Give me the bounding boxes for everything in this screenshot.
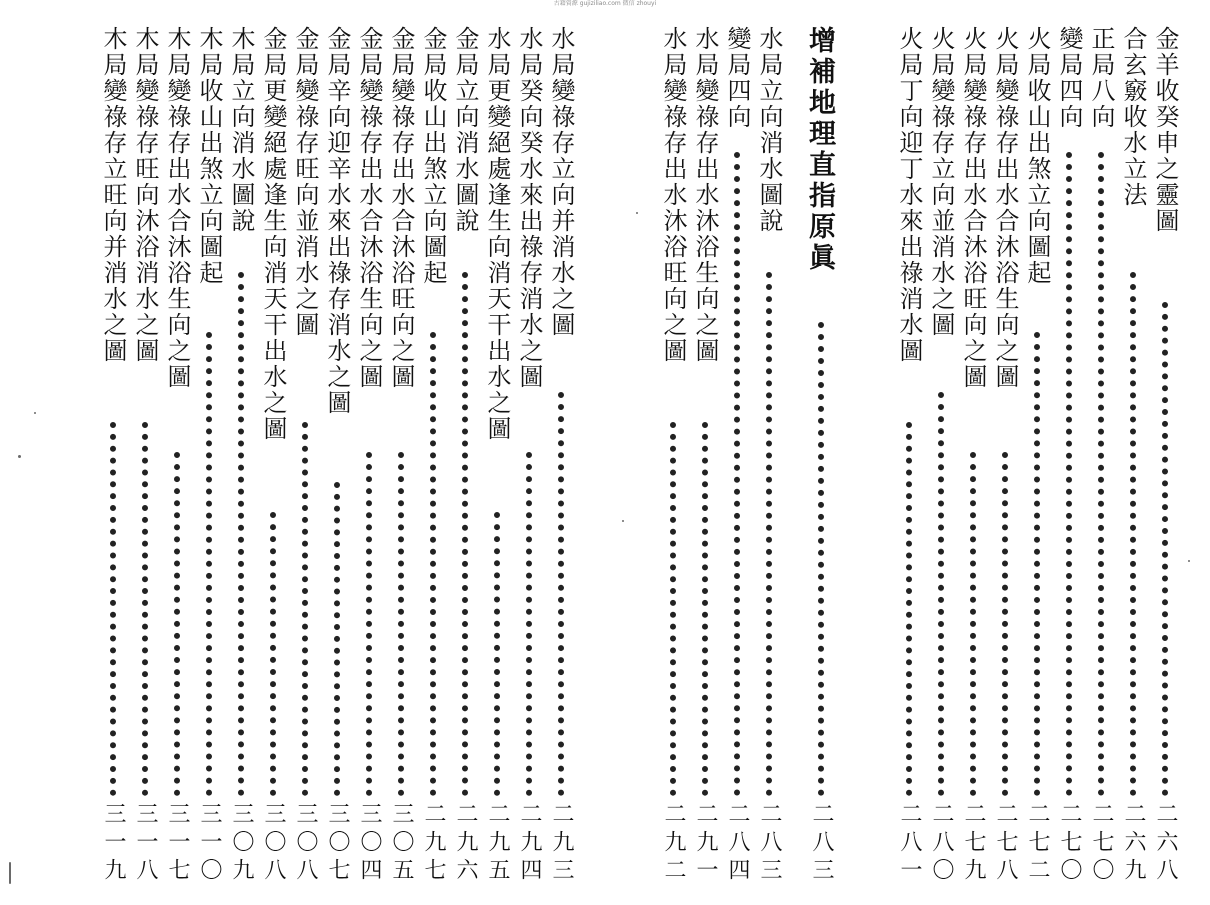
- entry-page-number: 二九三: [549, 802, 574, 886]
- toc-entry: [354, 26, 384, 892]
- toc-entry: [1054, 26, 1084, 892]
- section-heading-title: 增補地理直指原眞: [804, 26, 835, 274]
- entry-page-number: 三一八: [133, 802, 158, 886]
- scan-speck: [18, 455, 21, 458]
- toc-section-heading: [804, 26, 838, 892]
- entry-page-number: 二八三: [757, 802, 782, 886]
- scan-speck: [1188, 560, 1190, 562]
- entry-page-number: 三〇八: [293, 802, 318, 886]
- entry-title: 變局四向: [1055, 26, 1083, 130]
- entry-page-number: 二七〇: [1089, 802, 1114, 886]
- entry-page-number: 三一〇: [197, 802, 222, 886]
- entry-title: 金局更變絕處逢生向消天干出水之圖: [259, 26, 287, 442]
- entry-title: 木局變祿存旺向沐浴消水之圖: [131, 26, 159, 364]
- dot-leader: [366, 452, 372, 796]
- toc-entry: [226, 26, 256, 892]
- entry-page-number: 二六九: [1121, 802, 1146, 886]
- entry-title: 火局收山出煞立向圖起: [1023, 26, 1051, 286]
- dot-leader: [1098, 152, 1104, 796]
- entry-title: 火局變祿存出水合沐浴生向之圖: [991, 26, 1019, 390]
- entry-page-number: 三〇四: [357, 802, 382, 886]
- toc-entry: [754, 26, 784, 892]
- entry-title: 水局癸向癸水來出祿存消水之圖: [515, 26, 543, 390]
- dot-leader: [1034, 332, 1040, 796]
- entry-title: 火局變祿存出水合沐浴旺向之圖: [959, 26, 987, 390]
- entry-title: 水局變祿存立向并消水之圖: [547, 26, 575, 338]
- toc-entry: [1150, 26, 1180, 892]
- dot-leader: [110, 422, 116, 796]
- dot-leader: [206, 332, 212, 796]
- entry-title: 金局辛向迎辛水來出祿存消水之圖: [323, 26, 351, 416]
- toc-entry: [98, 26, 128, 892]
- entry-page-number: 二九六: [453, 802, 478, 886]
- entry-title: 正局八向: [1087, 26, 1115, 130]
- entry-title: 金局立向消水圖說: [451, 26, 479, 234]
- entry-title: 水局變祿存出水沐浴生向之圖: [691, 26, 719, 364]
- dot-leader: [818, 322, 824, 796]
- dot-leader: [526, 452, 532, 796]
- entry-title: 金局變祿存出水合沐浴旺向之圖: [387, 26, 415, 390]
- dot-leader: [302, 422, 308, 796]
- toc-entry: [658, 26, 688, 892]
- dot-leader: [142, 422, 148, 796]
- dot-leader: [1002, 452, 1008, 796]
- entry-title: 火局丁向迎丁水來出祿消水圖: [895, 26, 923, 364]
- dot-leader: [430, 332, 436, 796]
- toc-entry: [990, 26, 1020, 892]
- entry-page-number: 二八一: [897, 802, 922, 886]
- entry-title: 木局收山出煞立向圖起: [195, 26, 223, 286]
- toc-entry: [162, 26, 192, 892]
- dot-leader: [398, 452, 404, 796]
- entry-page-number: 二九四: [517, 802, 542, 886]
- dot-leader: [270, 512, 276, 796]
- entry-title: 水局更變絕處逢生向消天干出水之圖: [483, 26, 511, 442]
- dot-leader: [702, 422, 708, 796]
- toc-entry: [926, 26, 956, 892]
- dot-leader: [1066, 152, 1072, 796]
- dot-leader: [238, 272, 244, 796]
- toc-entry: [130, 26, 160, 892]
- scan-speck: [622, 520, 624, 522]
- entry-page-number: 二八〇: [929, 802, 954, 886]
- entry-title: 木局立向消水圖說: [227, 26, 255, 234]
- dot-leader: [1162, 302, 1168, 796]
- entry-title: 金局變祿存旺向並消水之圖: [291, 26, 319, 338]
- entry-title: 金局收山出煞立向圖起: [419, 26, 447, 286]
- toc-entry: [1118, 26, 1148, 892]
- toc-entry: [450, 26, 480, 892]
- toc-entry: [1022, 26, 1052, 892]
- entry-title: 木局變祿存出水合沐浴生向之圖: [163, 26, 191, 390]
- toc-entry: [482, 26, 512, 892]
- entry-page-number: 二七二: [1025, 802, 1050, 886]
- entry-page-number: 二六八: [1153, 802, 1178, 886]
- toc-entry: [322, 26, 352, 892]
- entry-title: 水局立向消水圖說: [755, 26, 783, 234]
- entry-page-number: 三〇八: [261, 802, 286, 886]
- toc-entry: [258, 26, 288, 892]
- entry-title: 變局四向: [723, 26, 751, 130]
- entry-title: 金羊收癸申之靈圖: [1151, 26, 1179, 234]
- dot-leader: [734, 152, 740, 796]
- entry-page-number: 二七〇: [1057, 802, 1082, 886]
- watermark-line: 古籍資源 gujiziliao.com 微信 zhouyi: [553, 0, 657, 7]
- scan-speck: [34, 412, 36, 414]
- entry-page-number: 二九一: [693, 802, 718, 886]
- entry-page-number: 二九二: [661, 802, 686, 886]
- dot-leader: [906, 422, 912, 796]
- entry-page-number: 三一七: [165, 802, 190, 886]
- toc-entry: [1086, 26, 1116, 892]
- entry-page-number: 二九七: [421, 802, 446, 886]
- dot-leader: [970, 452, 976, 796]
- entry-title: 木局變祿存立旺向并消水之圖: [99, 26, 127, 364]
- entry-page-number: 三一九: [101, 802, 126, 886]
- entry-page-number: 三〇五: [389, 802, 414, 886]
- dot-leader: [174, 452, 180, 796]
- scan-speck: [9, 862, 11, 884]
- entry-title: 合玄竅收水立法: [1119, 26, 1147, 208]
- entry-title: 水局變祿存出水沐浴旺向之圖: [659, 26, 687, 364]
- dot-leader: [1130, 272, 1136, 796]
- toc-entry: [690, 26, 720, 892]
- dot-leader: [462, 272, 468, 796]
- dot-leader: [670, 422, 676, 796]
- dot-leader: [766, 272, 772, 796]
- entry-page-number: 三〇七: [325, 802, 350, 886]
- toc-entry: [894, 26, 924, 892]
- toc-entry: [546, 26, 576, 892]
- entry-page-number: 三〇九: [229, 802, 254, 886]
- dot-leader: [558, 392, 564, 796]
- toc-entry: [386, 26, 416, 892]
- toc-entry: [722, 26, 752, 892]
- entry-title: 金局變祿存出水合沐浴生向之圖: [355, 26, 383, 390]
- toc-entry: [194, 26, 224, 892]
- entry-page-number: 二八三: [809, 802, 834, 886]
- scan-speck: [636, 212, 638, 214]
- entry-page-number: 二七八: [993, 802, 1018, 886]
- entry-page-number: 二七九: [961, 802, 986, 886]
- entry-page-number: 二九五: [485, 802, 510, 886]
- entry-page-number: 二八四: [725, 802, 750, 886]
- entry-title: 火局變祿存立向並消水之圖: [927, 26, 955, 338]
- dot-leader: [334, 482, 340, 796]
- dot-leader: [938, 392, 944, 796]
- dot-leader: [494, 512, 500, 796]
- toc-entry: [958, 26, 988, 892]
- toc-entry: [514, 26, 544, 892]
- toc-entry: [290, 26, 320, 892]
- toc-entry: [418, 26, 448, 892]
